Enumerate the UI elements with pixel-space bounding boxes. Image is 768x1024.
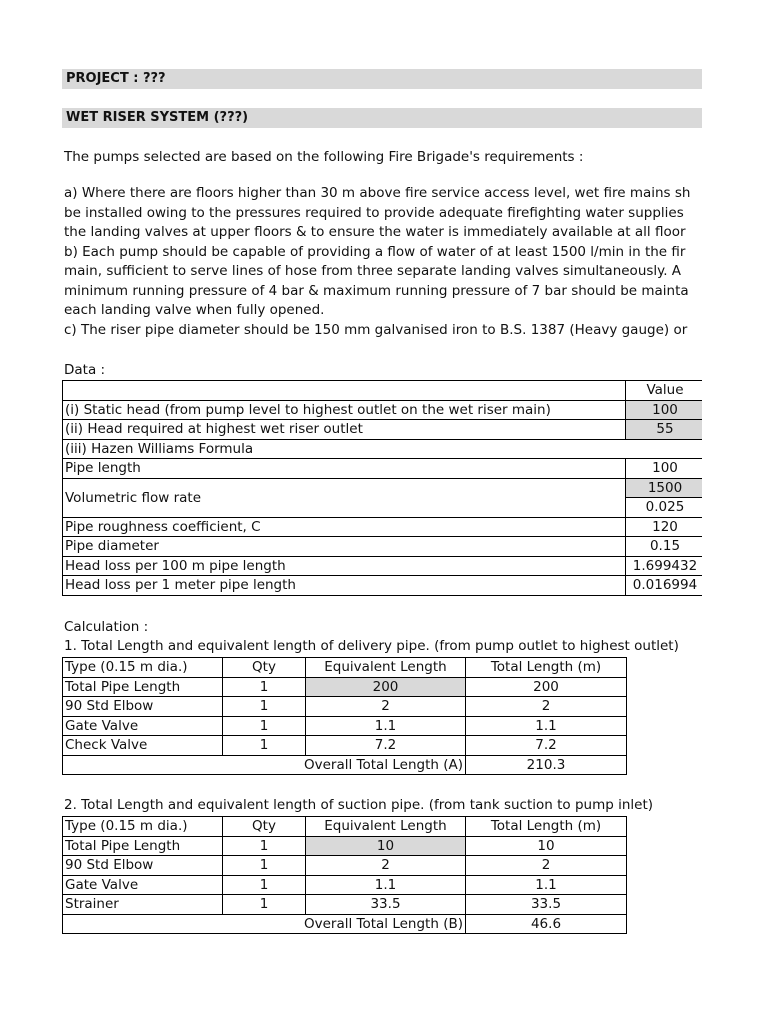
row-qty[interactable]: 1 bbox=[223, 836, 306, 856]
diameter-label: Pipe diameter bbox=[63, 537, 626, 557]
suction-header-total: Total Length (m) bbox=[466, 817, 627, 837]
flow-rate-label: Volumetric flow rate bbox=[63, 478, 626, 517]
requirement-line: b) Each pump should be capable of providing a flow of water of at least 1500 l/min in the fir bbox=[64, 243, 686, 260]
static-head-value[interactable]: 100 bbox=[626, 400, 703, 420]
row-type: Strainer bbox=[63, 895, 223, 915]
row-equivalent[interactable]: 2 bbox=[306, 856, 466, 876]
headloss100-value[interactable]: 1.699432 bbox=[626, 556, 703, 576]
row-equivalent[interactable]: 2 bbox=[306, 697, 466, 717]
delivery-header-qty: Qty bbox=[223, 658, 306, 678]
data-header-blank bbox=[63, 381, 626, 401]
data-table bbox=[62, 380, 702, 596]
headloss100-label: Head loss per 100 m pipe length bbox=[63, 556, 626, 576]
row-qty[interactable]: 1 bbox=[223, 697, 306, 717]
table-row bbox=[63, 677, 627, 697]
row-type: Check Valve bbox=[63, 736, 223, 756]
requirement-line: minimum running pressure of 4 bar & maximum running pressure of 7 bar should be mainta bbox=[64, 282, 689, 299]
diameter-value[interactable]: 0.15 bbox=[626, 537, 703, 557]
requirement-line: main, sufficient to serve lines of hose from three separate landing valves simultaneously. A bbox=[64, 263, 682, 279]
row-equivalent[interactable]: 10 bbox=[306, 836, 466, 856]
roughness-value[interactable]: 120 bbox=[626, 517, 703, 537]
row-qty[interactable]: 1 bbox=[223, 677, 306, 697]
delivery-total-label: Overall Total Length (A) bbox=[63, 755, 466, 775]
row-total: 2 bbox=[466, 697, 627, 717]
value-header: Value bbox=[626, 381, 703, 401]
data-table-clip bbox=[62, 380, 702, 600]
flow-rate-value-m3s[interactable]: 0.025 bbox=[626, 498, 703, 518]
row-qty[interactable]: 1 bbox=[223, 736, 306, 756]
row-type: 90 Std Elbow bbox=[63, 697, 223, 717]
requirement-line: be installed owing to the pressures required to provide adequate firefighting water supplies bbox=[64, 204, 684, 221]
row-type: Gate Valve bbox=[63, 875, 223, 895]
table-row bbox=[63, 736, 627, 756]
requirement-line: each landing valve when fully opened. bbox=[64, 302, 325, 318]
row-equivalent[interactable]: 200 bbox=[306, 677, 466, 697]
row-total: 200 bbox=[466, 677, 627, 697]
requirement-line: the landing valves at upper floors & to ensure the water is immediately available at all floor bbox=[64, 224, 686, 240]
row-total: 1.1 bbox=[466, 716, 627, 736]
calculation-label: Calculation : bbox=[64, 619, 149, 635]
data-label: Data : bbox=[64, 362, 106, 378]
row-total: 10 bbox=[466, 836, 627, 856]
row-qty[interactable]: 1 bbox=[223, 875, 306, 895]
table-row bbox=[63, 875, 627, 895]
intro-text: The pumps selected are based on the following Fire Brigade's requirements : bbox=[64, 149, 584, 165]
project-title: PROJECT : ??? bbox=[66, 71, 166, 86]
suction-title: 2. Total Length and equivalent length of suction pipe. (from tank suction to pump inlet) bbox=[64, 797, 654, 813]
pipe-length-label: Pipe length bbox=[63, 459, 626, 479]
requirement-line: c) The riser pipe diameter should be 150 mm galvanised iron to B.S. 1387 (Heavy gauge) or bbox=[64, 321, 688, 338]
hazen-label: (iii) Hazen Williams Formula bbox=[63, 439, 626, 459]
table-row bbox=[63, 895, 627, 915]
row-equivalent[interactable]: 7.2 bbox=[306, 736, 466, 756]
suction-total-value: 46.6 bbox=[466, 914, 627, 934]
row-equivalent[interactable]: 33.5 bbox=[306, 895, 466, 915]
table-row bbox=[63, 836, 627, 856]
requirements-text bbox=[64, 184, 702, 340]
delivery-total-value: 210.3 bbox=[466, 755, 627, 775]
row-qty[interactable]: 1 bbox=[223, 716, 306, 736]
row-total: 33.5 bbox=[466, 895, 627, 915]
delivery-title: 1. Total Length and equivalent length of delivery pipe. (from pump outlet to highest outlet) bbox=[64, 638, 679, 654]
delivery-header-equivalent: Equivalent Length bbox=[306, 658, 466, 678]
flow-rate-value-lpm[interactable]: 1500 bbox=[626, 478, 703, 498]
row-qty[interactable]: 1 bbox=[223, 895, 306, 915]
suction-table bbox=[62, 816, 627, 934]
delivery-table bbox=[62, 657, 627, 775]
suction-header-type: Type (0.15 m dia.) bbox=[63, 817, 223, 837]
suction-header-equivalent: Equivalent Length bbox=[306, 817, 466, 837]
row-equivalent[interactable]: 1.1 bbox=[306, 716, 466, 736]
headloss1-value[interactable]: 0.016994 bbox=[626, 576, 703, 596]
row-type: 90 Std Elbow bbox=[63, 856, 223, 876]
table-row bbox=[63, 697, 627, 717]
row-total: 7.2 bbox=[466, 736, 627, 756]
static-head-label: (i) Static head (from pump level to highest outlet on the wet riser main) bbox=[63, 400, 626, 420]
system-title: WET RISER SYSTEM (???) bbox=[66, 110, 249, 125]
roughness-label: Pipe roughness coefficient, C bbox=[63, 517, 626, 537]
row-total: 2 bbox=[466, 856, 627, 876]
table-row bbox=[63, 716, 627, 736]
row-type: Gate Valve bbox=[63, 716, 223, 736]
row-equivalent[interactable]: 1.1 bbox=[306, 875, 466, 895]
headloss1-label: Head loss per 1 meter pipe length bbox=[63, 576, 626, 596]
hazen-blank bbox=[626, 439, 703, 459]
head-required-value[interactable]: 55 bbox=[626, 420, 703, 440]
requirement-line: a) Where there are floors higher than 30 m above fire service access level, wet fire mains sh bbox=[64, 185, 691, 201]
delivery-header-total: Total Length (m) bbox=[466, 658, 627, 678]
row-type: Total Pipe Length bbox=[63, 677, 223, 697]
suction-header-qty: Qty bbox=[223, 817, 306, 837]
row-type: Total Pipe Length bbox=[63, 836, 223, 856]
head-required-label: (ii) Head required at highest wet riser outlet bbox=[63, 420, 626, 440]
row-total: 1.1 bbox=[466, 875, 627, 895]
table-row bbox=[63, 856, 627, 876]
suction-total-label: Overall Total Length (B) bbox=[63, 914, 466, 934]
row-qty[interactable]: 1 bbox=[223, 856, 306, 876]
delivery-header-type: Type (0.15 m dia.) bbox=[63, 658, 223, 678]
pipe-length-value[interactable]: 100 bbox=[626, 459, 703, 479]
